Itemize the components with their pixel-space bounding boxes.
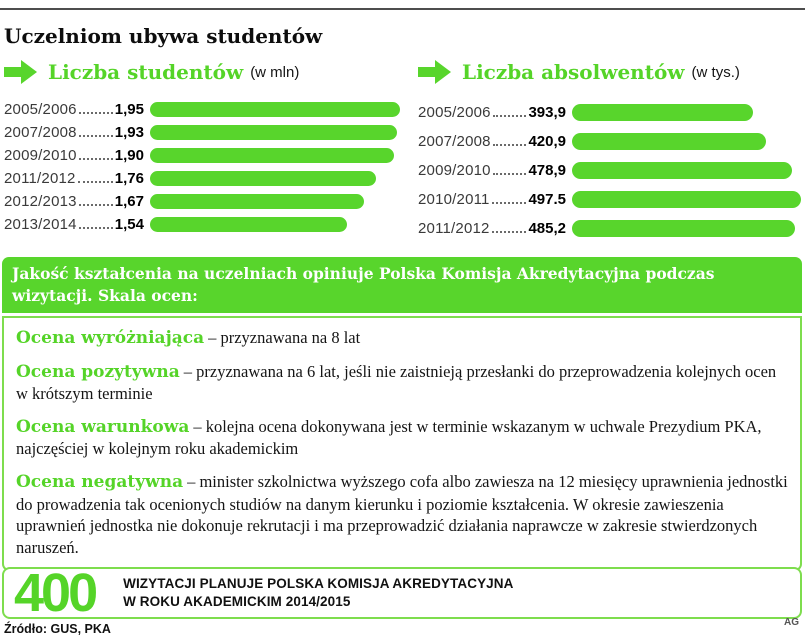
dotted-leader xyxy=(79,135,113,137)
chart-row xyxy=(4,167,400,190)
top-rule xyxy=(0,8,805,10)
rating-label: Ocena wyróżniająca xyxy=(16,328,205,349)
rating-label: Ocena negatywna xyxy=(16,472,184,493)
bar xyxy=(150,125,397,140)
graduates-chart-header xyxy=(418,56,801,88)
students-chart-header xyxy=(4,56,400,88)
rating-item xyxy=(16,471,788,559)
value-label: 1,95 xyxy=(114,101,144,118)
rating-item xyxy=(16,361,788,405)
rating-text: – minister szkolnictwa wyższego cofa albo zawiesza na 12 miesięcy uprawnienia jednostki do prowadzenia tak ocenionych studiów na danym kierunku i poziomie kształcenia. W okresie zawieszenia uprawnień jednostka nie dokonuje rekrutacji i ma przeprowadzić działania naprawcze w zakresie stwierdzonych naruszeń. xyxy=(16,472,788,558)
bar xyxy=(572,191,801,208)
category-label: 2005/2006 xyxy=(418,104,491,121)
dotted-leader xyxy=(79,204,113,206)
category-label: 2007/2008 xyxy=(4,124,77,141)
value-label: 1,93 xyxy=(114,124,144,141)
ratings-body xyxy=(2,316,802,571)
bar-track xyxy=(150,102,400,117)
dotted-leader xyxy=(493,173,527,175)
ratings-section xyxy=(2,257,802,571)
bar xyxy=(572,162,792,179)
chart-row xyxy=(418,156,801,185)
value-label: 1,54 xyxy=(114,216,144,233)
dotted-leader xyxy=(78,181,113,183)
chart-row xyxy=(4,121,400,144)
chart-row xyxy=(4,190,400,213)
bar-track xyxy=(150,217,400,232)
graduates-chart-unit: (w tys.) xyxy=(691,63,740,81)
page-title: Uczelniom ubywa studentów xyxy=(4,24,323,48)
bar xyxy=(150,217,347,232)
category-label: 2013/2014 xyxy=(4,216,77,233)
bar xyxy=(150,194,364,209)
value-label: 1,67 xyxy=(114,193,144,210)
bar-track xyxy=(150,125,400,140)
bar-track xyxy=(150,171,400,186)
bar-track xyxy=(150,148,400,163)
rating-label: Ocena warunkowa xyxy=(16,417,190,438)
category-label: 2009/2010 xyxy=(418,162,491,179)
bar xyxy=(572,220,795,237)
rating-text: – kolejna ocena dokonywana jest w terminie wskazanym w uchwale Prezydium PKA, najczęściej w kolejnym roku akademickim xyxy=(16,417,762,459)
students-chart xyxy=(4,56,400,243)
green-arrow-icon xyxy=(418,59,452,85)
value-label: 393,9 xyxy=(528,104,566,121)
green-arrow-icon xyxy=(4,59,38,85)
category-label: 2011/2012 xyxy=(418,220,490,237)
bar-track xyxy=(572,133,801,150)
charts-section xyxy=(4,56,801,243)
bar-track xyxy=(572,191,801,208)
dotted-leader xyxy=(493,144,527,146)
students-chart-unit: (w mln) xyxy=(250,63,300,81)
chart-row xyxy=(4,144,400,167)
bar xyxy=(150,171,376,186)
highlight-caption xyxy=(123,575,513,610)
bar-track xyxy=(572,162,801,179)
dotted-leader xyxy=(79,227,113,229)
chart-row xyxy=(418,185,801,214)
source-note: Źródło: GUS, PKA xyxy=(4,622,111,636)
bar xyxy=(150,102,400,117)
value-label: 485,2 xyxy=(528,220,566,237)
dotted-leader xyxy=(492,202,527,204)
category-label: 2009/2010 xyxy=(4,147,77,164)
bar-track xyxy=(572,104,801,121)
value-label: 1,76 xyxy=(114,170,144,187)
category-label: 2012/2013 xyxy=(4,193,77,210)
rating-text: – przyznawana na 8 lat xyxy=(208,328,361,348)
dotted-leader xyxy=(492,231,527,233)
rating-text: – przyznawana na 6 lat, jeśli nie zaistnieją przesłanki do przeprowadzenia kolejnych ocen w krótszym terminie xyxy=(16,361,777,404)
highlight-number: 400 xyxy=(14,563,96,623)
category-label: 2010/2011 xyxy=(418,191,490,208)
chart-row xyxy=(418,98,801,127)
highlight-caption-line1: WIZYTACJI PLANUJE POLSKA KOMISJA AKREDYTACYJNA xyxy=(123,576,514,592)
bar-track xyxy=(150,194,400,209)
chart-row xyxy=(4,213,400,236)
ratings-header: Jakość kształcenia na uczelniach opiniuje Polska Komisja Akredytacyjna podczas wizytacji. Skala ocen: xyxy=(2,257,802,313)
category-label: 2005/2006 xyxy=(4,101,77,118)
value-label: 420,9 xyxy=(528,133,566,150)
bar xyxy=(150,148,394,163)
rating-item xyxy=(16,416,788,460)
bar-track xyxy=(572,220,801,237)
value-label: 1,90 xyxy=(114,147,144,164)
category-label: 2007/2008 xyxy=(418,133,491,150)
chart-row xyxy=(418,127,801,156)
chart-row xyxy=(4,98,400,121)
graduates-chart xyxy=(418,56,801,243)
dotted-leader xyxy=(493,115,527,117)
value-label: 497.5 xyxy=(528,191,566,208)
graduates-chart-title: Liczba absolwentów xyxy=(462,60,685,84)
highlight-caption-line2: W ROKU AKADEMICKIM 2014/2015 xyxy=(123,594,351,609)
rating-label: Ocena pozytywna xyxy=(16,361,180,382)
dotted-leader xyxy=(79,158,113,160)
chart-row xyxy=(418,214,801,243)
dotted-leader xyxy=(79,112,113,114)
value-label: 478,9 xyxy=(528,162,566,179)
rating-item xyxy=(16,327,788,349)
category-label: 2011/2012 xyxy=(4,170,76,187)
author-credit: AG xyxy=(784,617,799,628)
bar xyxy=(572,104,753,121)
students-chart-title: Liczba studentów xyxy=(48,60,244,84)
bar xyxy=(572,133,766,150)
